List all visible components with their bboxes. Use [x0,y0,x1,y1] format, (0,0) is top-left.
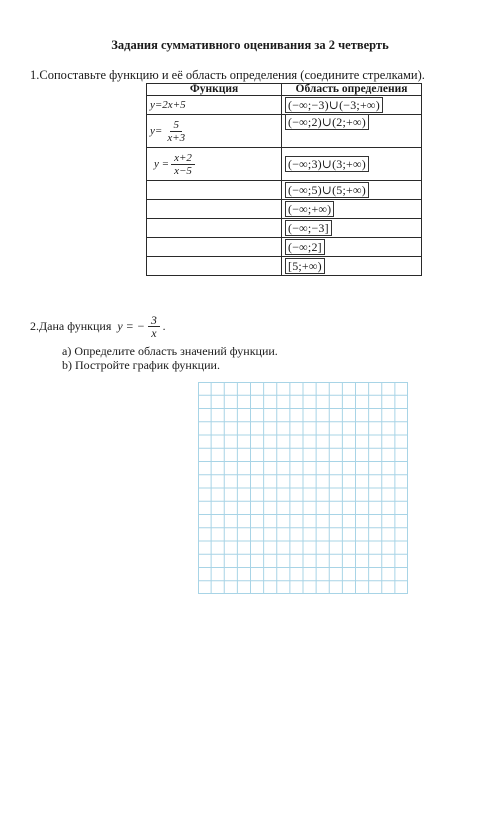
function-cell-empty [147,219,282,238]
table-row [147,238,422,257]
function-cell-empty [147,181,282,200]
fraction-numerator: x+2 [171,152,195,165]
domain-cell [282,219,422,238]
table-row [147,219,422,238]
function-cell [147,115,282,148]
domain-cell [282,257,422,276]
domain-text: (−∞;3)∪(3;+∞) [285,156,369,172]
page-title: Задания суммативного оценивания за 2 четверть [111,38,389,52]
function-fraction [154,152,195,177]
task-2-text: 2.Дана функция [30,319,112,333]
task-1-instruction: 1.Сопоставьте функцию и её область определения (соедините стрелками). [30,68,425,82]
table-row [147,115,422,148]
function-cell-empty [147,238,282,257]
function-cell-empty [147,200,282,219]
fraction-denominator: x [151,326,157,340]
equation-prefix: y = − [117,319,145,333]
fraction-numerator: 5 [170,119,182,132]
graph-grid [198,382,408,594]
fraction [148,314,160,339]
matching-table [146,83,422,276]
table-row [147,148,422,181]
fraction [164,119,188,144]
task-2-part-b: b) Постройте график функции. [62,358,220,372]
function-text: y=2x+5 [150,99,186,111]
domain-text: [5;+∞) [285,258,325,274]
domain-cell [282,148,422,181]
domain-cell [282,115,422,148]
fraction-denominator: x−5 [174,164,192,177]
domain-cell [282,200,422,219]
domain-text: (−∞;5)∪(5;+∞) [285,182,369,198]
domain-cell [282,238,422,257]
function-cell [147,148,282,181]
function-fraction [150,119,188,144]
function-equation [117,314,166,339]
table-row [147,181,422,200]
task-2-part-a: a) Определите область значений функции. [62,344,278,358]
fraction [171,152,195,177]
domain-cell [282,181,422,200]
domain-cell [282,96,422,115]
table-header-row [147,84,422,96]
function-prefix: y= [150,125,163,137]
function-cell [147,96,282,115]
fraction-numerator: 3 [148,314,160,327]
task-2-statement [30,314,166,339]
function-prefix: y = [154,158,170,170]
table-row [147,96,422,115]
domain-text: (−∞;−3] [285,220,332,236]
function-cell-empty [147,257,282,276]
fraction-denominator: x+3 [167,131,186,144]
header-function: Функция [147,84,282,96]
equation-suffix: . [162,319,166,333]
table-row [147,257,422,276]
domain-text: (−∞;−3)∪(−3;+∞) [285,97,383,113]
table-row [147,200,422,219]
domain-text: (−∞;2)∪(2;+∞) [285,114,369,130]
domain-text: (−∞;2] [285,239,325,255]
header-domain: Область определения [282,84,422,96]
domain-text: (−∞;+∞) [285,201,334,217]
